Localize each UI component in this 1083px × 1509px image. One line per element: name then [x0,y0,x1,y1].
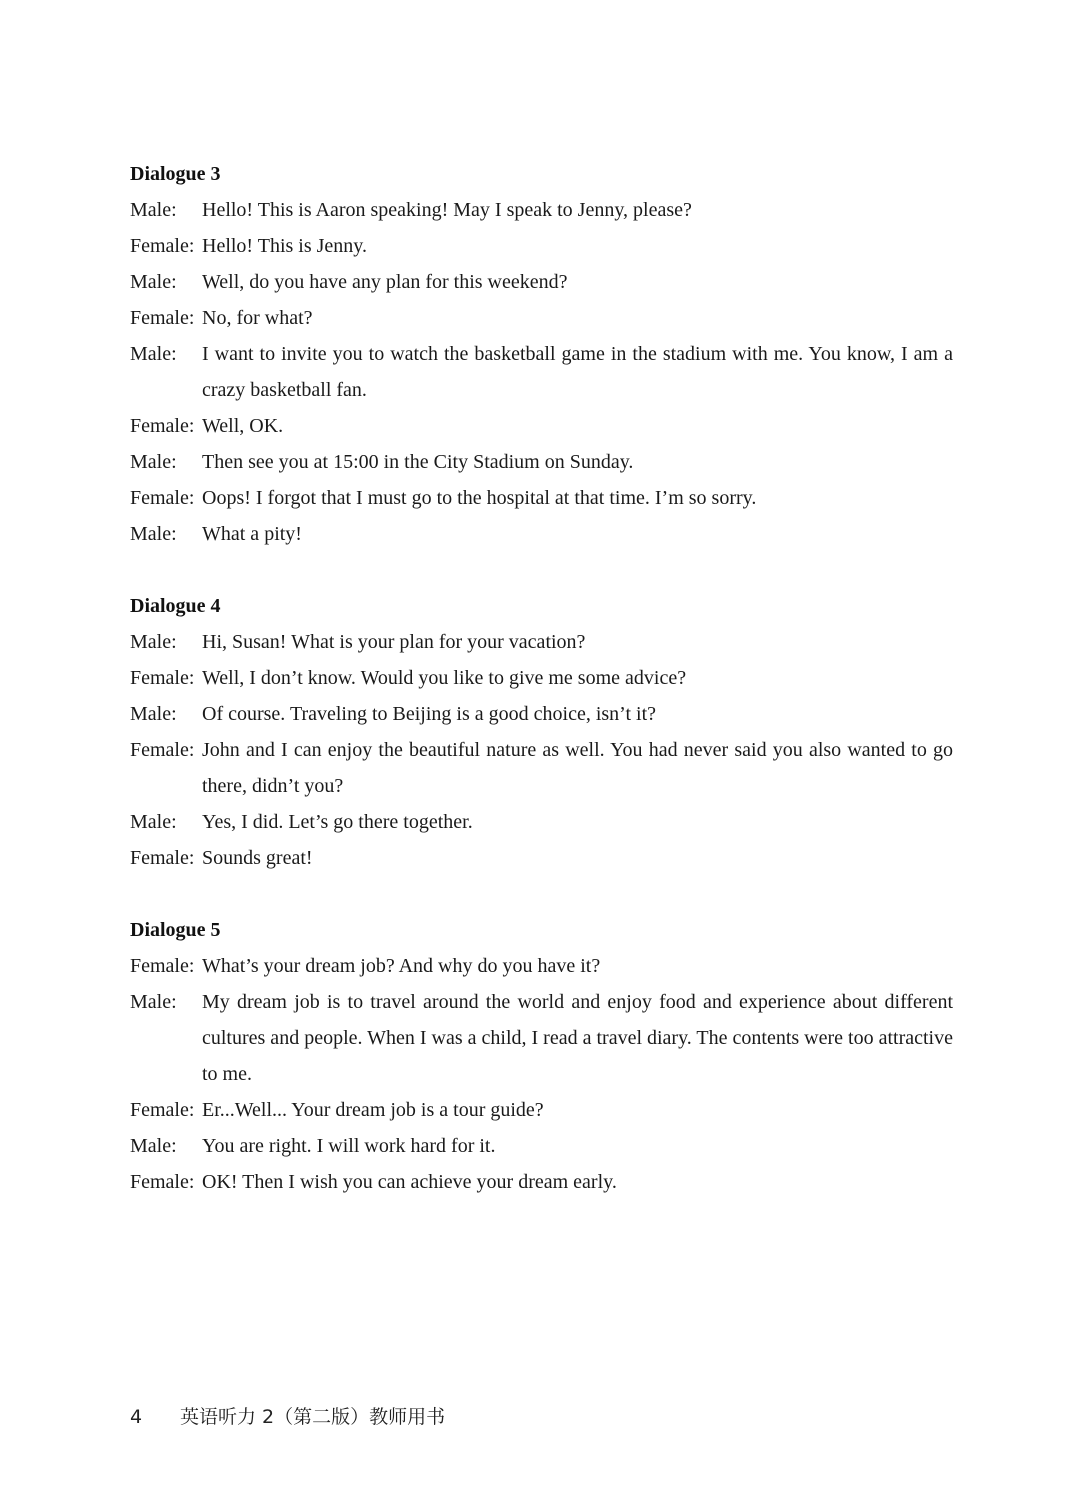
utterance-text: Well, do you have any plan for this weekend? [202,271,568,293]
dialogue-line [130,804,953,840]
utterance-text: I want to invite you to watch the basketball game in the stadium with me. You know, I am a crazy basketball fan. [202,343,953,401]
utterance-text: Oops! I forgot that I must go to the hospital at that time. I’m so sorry. [202,487,757,509]
dialogue-line [130,480,953,516]
dialogue-line [130,516,953,552]
book-title: 英语听力 2（第二版）教师用书 [180,1406,446,1428]
dialogue-title: Dialogue 5 [130,919,221,941]
dialogue-line [130,1092,953,1128]
speaker-label: Female: [130,739,195,761]
utterance-text: Sounds great! [202,847,313,869]
dialogue-line [130,984,953,1092]
utterance-text: Hi, Susan! What is your plan for your vacation? [202,631,586,653]
dialogue-title: Dialogue 4 [130,595,221,617]
speaker-label: Male: [130,1135,177,1157]
utterance-text: What’s your dream job? And why do you have it? [202,955,601,977]
dialogue-line [130,228,953,264]
utterance-text: What a pity! [202,523,302,545]
utterance-text: My dream job is to travel around the world and enjoy food and experience about different cultures and people. When I was a child, I read a travel diary. The contents were too attractive to me. [202,991,953,1085]
speaker-label: Female: [130,307,195,329]
dialogue-line [130,264,953,300]
speaker-label: Male: [130,451,177,473]
speaker-label: Female: [130,415,195,437]
speaker-label: Female: [130,955,195,977]
speaker-label: Male: [130,631,177,653]
utterance-text: Er...Well... Your dream job is a tour guide? [202,1099,544,1121]
speaker-label: Male: [130,523,177,545]
dialogue-line [130,408,953,444]
dialogue-block [130,912,953,1200]
dialogue-line [130,732,953,804]
dialogue-line [130,840,953,876]
utterance-text: John and I can enjoy the beautiful nature as well. You had never said you also wanted to go there, didn’t you? [202,739,953,797]
speaker-label: Female: [130,487,195,509]
dialogue-block [130,156,953,552]
utterance-text: No, for what? [202,307,313,329]
dialogue-content [130,156,953,1236]
speaker-label: Male: [130,991,177,1013]
speaker-label: Male: [130,811,177,833]
page-footer [130,1402,445,1432]
speaker-label: Male: [130,199,177,221]
utterance-text: Hello! This is Aaron speaking! May I speak to Jenny, please? [202,199,692,221]
speaker-label: Male: [130,343,177,365]
speaker-label: Female: [130,667,195,689]
utterance-text: Then see you at 15:00 in the City Stadium on Sunday. [202,451,634,473]
dialogue-line [130,660,953,696]
utterance-text: Well, OK. [202,415,284,437]
utterance-text: Well, I don’t know. Would you like to give me some advice? [202,667,687,689]
dialogue-line [130,948,953,984]
speaker-label: Male: [130,703,177,725]
speaker-label: Female: [130,235,195,257]
speaker-label: Female: [130,847,195,869]
speaker-label: Male: [130,271,177,293]
utterance-text: You are right. I will work hard for it. [202,1135,496,1157]
speaker-label: Female: [130,1099,195,1121]
dialogue-line [130,1164,953,1200]
dialogue-line [130,336,953,408]
utterance-text: Hello! This is Jenny. [202,235,367,257]
speaker-label: Female: [130,1171,195,1193]
dialogue-line [130,696,953,732]
dialogue-line [130,1128,953,1164]
dialogue-line [130,624,953,660]
utterance-text: Of course. Traveling to Beijing is a good choice, isn’t it? [202,703,657,725]
dialogue-block [130,588,953,876]
dialogue-line [130,192,953,228]
utterance-text: OK! Then I wish you can achieve your dream early. [202,1171,617,1193]
dialogue-line [130,444,953,480]
dialogue-line [130,300,953,336]
utterance-text: Yes, I did. Let’s go there together. [202,811,473,833]
page-number: 4 [130,1406,143,1428]
dialogue-title: Dialogue 3 [130,163,221,185]
